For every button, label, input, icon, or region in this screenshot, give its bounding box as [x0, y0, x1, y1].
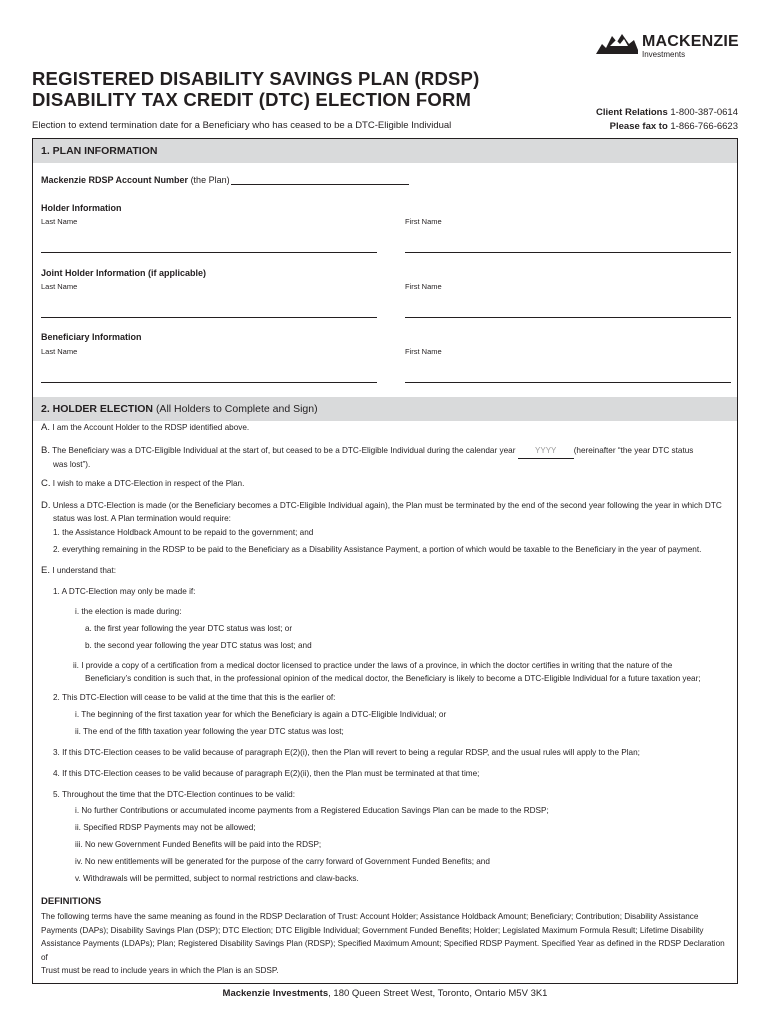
clause-e5-iii: iii. No new Government Funded Benefits will be paid into the RDSP; [75, 840, 322, 849]
clause-e1: 1. A DTC-Election may only be made if: [53, 587, 196, 596]
clause-e5-iv: iv. No new entitlements will be generated for the purpose of the carry forward of Government Funded Benefits; and [75, 857, 490, 866]
clause-c: C. I wish to make a DTC-Election in respect of the Plan. [41, 478, 245, 489]
form-title-line2: DISABILITY TAX CREDIT (DTC) ELECTION FORM [32, 89, 472, 110]
beneficiary-first-name-label: First Name [405, 347, 442, 356]
joint-holder-heading: Joint Holder Information (if applicable) [41, 268, 207, 278]
clause-e1-i: i. the election is made during: [75, 607, 182, 616]
holder-last-name-field[interactable] [41, 252, 377, 253]
clause-e1-ii: ii. I provide a copy of a certification from a medical doctor licensed to practice under the laws of a province, in which the doctor certifies in writing that the nature of the Beneficiary’s condition is such that, in the professional opinion of the medical doctor, the Beneficiary is likely to become a DTC-Eligible Individual for a future taxation year; [73, 661, 701, 683]
beneficiary-last-name-label: Last Name [41, 347, 78, 356]
clause-e4: 4. If this DTC-Election ceases to be valid because of paragraph E(2)(ii), then the Plan must be terminated at that time; [53, 769, 480, 778]
client-relations-phone: 1-800-387-0614 [670, 107, 738, 118]
beneficiary-last-name-field[interactable] [41, 382, 377, 383]
beneficiary-heading: Beneficiary Information [41, 332, 142, 342]
logo-brand: MACKENZIE [642, 33, 739, 50]
joint-first-name-label: First Name [405, 282, 442, 291]
clause-d: D. Unless a DTC-Election is made (or the Beneficiary becomes a DTC-Eligible Individual again), the Plan must be terminated by the end of the second year following the year in which DTC status was lost. A Plan termination would require: 1. the Assistance Holdback Amount to be repaid to the government; and 2. everything remaining in the RDSP to be paid to the Beneficiary as a Disability Assistance Payment, a portion of which would be taxable to the Beneficiary in the year of payment. [41, 500, 722, 554]
holder-heading: Holder Information [41, 203, 122, 213]
clause-e5-v: v. Withdrawals will be permitted, subject to normal restrictions and claw-backs. [75, 874, 359, 883]
clause-e2-i: i. The beginning of the first taxation year for which the Beneficiary is again a DTC-Eligible Individual; or [75, 710, 447, 719]
section2-heading: 2. HOLDER ELECTION (All Holders to Complete and Sign) [41, 403, 318, 415]
section1-heading: 1. PLAN INFORMATION [41, 145, 158, 157]
joint-last-name-field[interactable] [41, 317, 377, 318]
mountain-logo-icon [596, 30, 638, 58]
form-box [32, 138, 738, 984]
fax-label: Please fax to [609, 121, 668, 132]
mackenzie-logo [596, 30, 746, 64]
clause-e5-i: i. No further Contributions or accumulated income payments from a Registered Education Savings Plan can be made to the RDSP; [75, 806, 549, 815]
clause-e2-ii: ii. The end of the fifth taxation year following the year DTC status was lost; [75, 727, 344, 736]
form-subtitle: Election to extend termination date for a Beneficiary who has ceased to be a DTC-Eligible Individual [32, 120, 452, 131]
clause-e: E. I understand that: [41, 565, 116, 576]
account-number-field[interactable] [231, 184, 409, 185]
client-relations-label: Client Relations [595, 107, 668, 118]
logo-sub: Investments [642, 50, 686, 59]
form-title [32, 68, 479, 110]
clause-e5: 5. Throughout the time that the DTC-Election continues to be valid: [53, 790, 295, 799]
joint-last-name-label: Last Name [41, 282, 78, 291]
beneficiary-first-name-field[interactable] [405, 382, 731, 383]
clause-e3: 3. If this DTC-Election ceases to be valid because of paragraph E(2)(i), then the Plan will revert to being a regular RDSP, and the usual rules will apply to the Plan; [53, 748, 640, 757]
contact-info [596, 106, 738, 134]
clause-a: A. I am the Account Holder to the RDSP identified above. [41, 422, 250, 433]
account-number-label: Mackenzie RDSP Account Number (the Plan) [41, 175, 230, 185]
holder-last-name-label: Last Name [41, 217, 78, 226]
fax-number: 1-866-766-6623 [670, 121, 738, 132]
definitions-text: The following terms have the same meaning as found in the RDSP Declaration of Trust: Account Holder; Assistance Holdback Amount; Beneficiary; Contribution; Disability Assistance Payments (DAPs); Disability Savings Plan (DSP); DTC Election; DTC Eligible Individual; Government Funded Benefits; Holder; Legislated Maximum Formula Result; Lifetime Disability Assistance Payments (LDAPs); Plan; Registered Disability Savings Plan (RDSP); Specified Maximum Amount; Specified RDSP Payment. Specified Year as defined in the RDSP Declaration of Trust must be read to include years in which the Plan is an SDSP. [41, 912, 725, 975]
clause-e1-ib: b. the second year following the year DTC status was lost; and [85, 641, 312, 650]
definitions-heading: DEFINITIONS [41, 896, 102, 907]
clause-e1-ia: a. the first year following the year DTC status was lost; or [85, 624, 293, 633]
holder-first-name-label: First Name [405, 217, 442, 226]
footer-address: Mackenzie Investments, 180 Queen Street West, Toronto, Ontario M5V 3K1 [222, 988, 548, 999]
clause-e2: 2. This DTC-Election will cease to be valid at the time that this is the earlier of: [53, 693, 336, 702]
year-field[interactable]: YYYY [518, 445, 574, 459]
clause-b: B. The Beneficiary was a DTC-Eligible Individual at the start of, but ceased to be a DTC-Eligible Individual during the calendar year YYYY (hereinafter “the year DTC status was lost”). [41, 445, 694, 469]
joint-first-name-field[interactable] [405, 317, 731, 318]
clause-e5-ii: ii. Specified RDSP Payments may not be allowed; [75, 823, 256, 832]
form-title-line1: REGISTERED DISABILITY SAVINGS PLAN (RDSP) [32, 68, 480, 89]
holder-first-name-field[interactable] [405, 252, 731, 253]
